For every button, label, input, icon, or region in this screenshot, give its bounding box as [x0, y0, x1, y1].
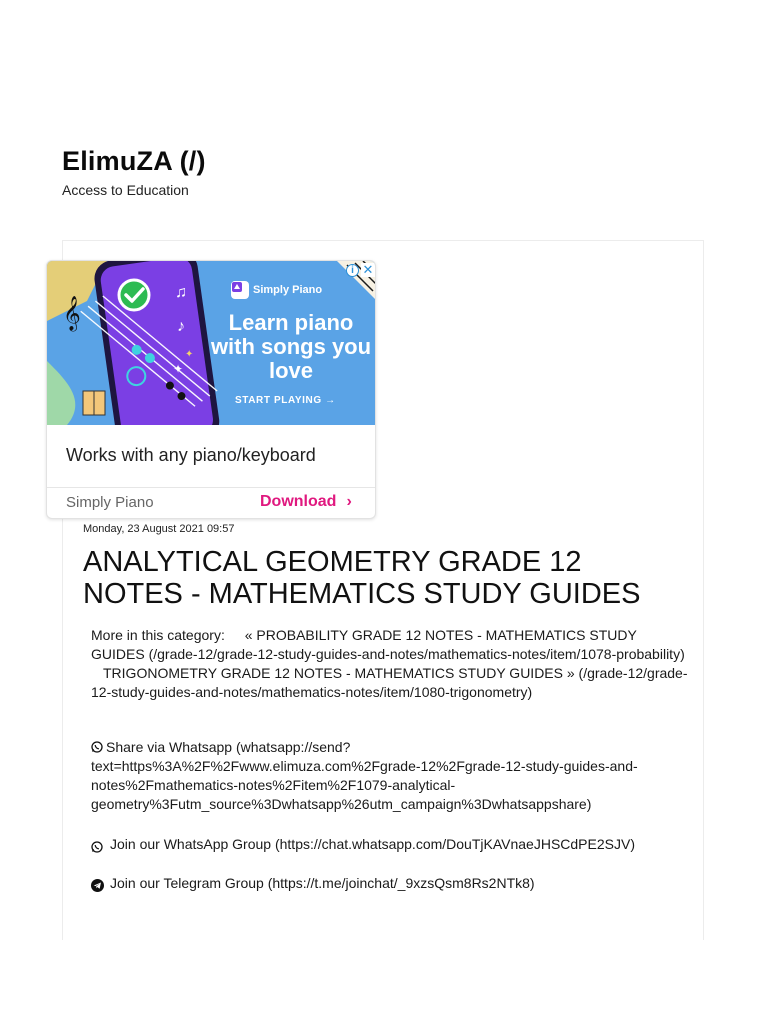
- ad-start-playing-button[interactable]: START PLAYING →: [235, 395, 336, 406]
- chevron-right-icon: ›: [346, 493, 352, 510]
- svg-text:𝄞: 𝄞: [63, 296, 81, 331]
- site-tagline: Access to Education: [62, 182, 189, 198]
- ad-brand-label: Simply Piano: [253, 284, 323, 296]
- ad-headline: Learn piano with songs you love: [210, 310, 372, 383]
- ad-tagline: Works with any piano/keyboard: [66, 445, 316, 465]
- ad-download-button[interactable]: [260, 493, 352, 511]
- svg-text:✦: ✦: [173, 362, 184, 376]
- site-title-link[interactable]: ElimuZA (/): [62, 146, 206, 176]
- ad-advertiser: Simply Piano: [66, 494, 154, 511]
- ad-close-icon[interactable]: ✕: [362, 262, 374, 277]
- ad-container[interactable]: [46, 260, 376, 519]
- telegram-group[interactable]: [91, 874, 535, 893]
- svg-text:✦: ✦: [185, 349, 194, 360]
- svg-text:♫: ♫: [175, 284, 187, 301]
- article-date: Monday, 23 August 2021 09:57: [83, 523, 235, 535]
- category-nav: [91, 626, 691, 702]
- share-whatsapp[interactable]: [91, 738, 651, 814]
- whatsapp-group-link[interactable]: Join our WhatsApp Group (https://chat.whatsapp.com/DouTjKAVnaeJHSCdPE2SJV): [110, 836, 635, 852]
- share-whatsapp-link[interactable]: Share via Whatsapp (whatsapp://send?text=https%3A%2F%2Fwww.elimuza.com%2Fgrade-12%2Fgrade-12-study-guides-and-notes%2Fmathematics-notes%2Fitem%2F1079-analytical-geometry%3Futm_source%3Dwhatsapp%26utm_campaign%3Dwhatsappshare): [91, 739, 638, 812]
- simply-piano-logo-icon: [231, 281, 249, 299]
- ad-info-icon[interactable]: i: [346, 264, 359, 277]
- whatsapp-group[interactable]: [91, 835, 635, 854]
- ad-download-label: Download: [260, 493, 337, 510]
- telegram-group-link[interactable]: Join our Telegram Group (https://t.me/joinchat/_9xzsQsm8Rs2NTk8): [110, 875, 535, 891]
- article-title: ANALYTICAL GEOMETRY GRADE 12 NOTES - MATHEMATICS STUDY GUIDES: [83, 546, 641, 610]
- svg-text:♪: ♪: [177, 318, 185, 335]
- whatsapp-icon: [91, 839, 103, 851]
- ad-divider: [47, 487, 376, 488]
- telegram-icon: [91, 878, 103, 890]
- ad-brand: [231, 281, 322, 299]
- ad-choices[interactable]: [346, 263, 375, 277]
- category-nav-label: More in this category:: [91, 627, 225, 643]
- ad-banner[interactable]: [47, 261, 376, 425]
- next-article-link[interactable]: TRIGONOMETRY GRADE 12 NOTES - MATHEMATICS STUDY GUIDES » (/grade-12/grade-12-study-guides-and-notes/mathematics-notes/item/1080-trigonometry): [91, 665, 688, 700]
- whatsapp-icon: [91, 739, 103, 751]
- prev-article-link[interactable]: « PROBABILITY GRADE 12 NOTES - MATHEMATICS STUDY GUIDES (/grade-12/grade-12-study-guides-and-notes/mathematics-notes/item/1078-probability): [91, 627, 685, 662]
